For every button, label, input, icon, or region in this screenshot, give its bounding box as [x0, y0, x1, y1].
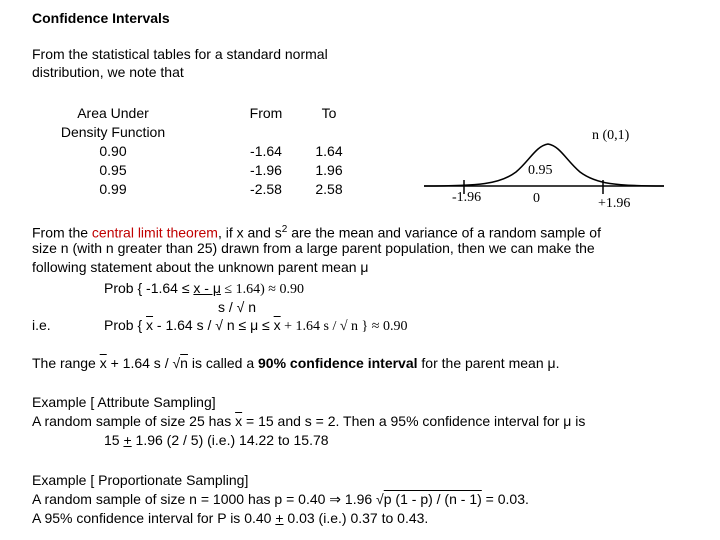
header-to: To — [321, 105, 337, 121]
example-2-heading: Example [ Proportionate Sampling] — [32, 472, 249, 488]
prob-statement-1: Prob { -1.64 ≤ x - μ ≤ 1.64) ≈ 0.90 — [104, 280, 304, 297]
clt-line-1: From the central limit theorem, if x and $s^2$ are the mean and variance of a random sample of — [32, 224, 601, 241]
fraction-denominator: s / √ n — [218, 299, 257, 315]
example-1-line-2: A random sample of size 25 has $\overline{x} = 15$ and s = 2. Then a 95% confidence interval for μ is — [32, 413, 586, 429]
column-to — [306, 104, 352, 199]
clt-line-3: following statement about the unknown parent mean μ — [32, 259, 369, 275]
header-area-under: Area Under — [77, 105, 149, 121]
example-2-line-3: A 95% confidence interval for P is 0.40 + 0.03 (i.e.) 0.37 to 0.43. — [32, 510, 429, 526]
column-area — [48, 104, 178, 199]
column-from — [238, 104, 294, 199]
clt-line-2: size n (with n greater than 25) drawn from a large parent population, then we can make the — [32, 240, 595, 256]
clt-link: central limit theorem — [91, 224, 218, 241]
cell-area: 0.90 — [99, 143, 127, 159]
cell-to: 1.96 — [315, 162, 343, 178]
ie-label: i.e. — [32, 317, 51, 333]
cell-area: 0.99 — [99, 181, 127, 197]
label-area: 0.95 — [528, 163, 553, 178]
fraction-numerator: x - μ — [193, 280, 221, 296]
label-distribution: n (0,1) — [592, 128, 630, 143]
prob-statement-2: Prob { $\overline{x} - 1.64$ s / √ $n \le \mu \le \overline{x} + 1.64$ s / √ n } ≈ 0.90 — [104, 317, 408, 334]
example-2-line-2: A random sample of size n = 1000 has p = 0.40 ⇒ 1.96 √p (1 - p) / (n - 1) = 0.03. — [32, 491, 529, 507]
intro-line-1: From the statistical tables for a standard normal — [32, 46, 328, 62]
cell-from: -1.96 — [250, 162, 282, 178]
cell-area: 0.95 — [99, 162, 127, 178]
label-right-bound: +1.96 — [598, 196, 631, 211]
page-title: Confidence Intervals — [32, 10, 170, 26]
cell-to: 2.58 — [315, 181, 343, 197]
label-left-bound: -1.96 — [452, 190, 482, 205]
header-from: From — [249, 105, 283, 121]
header-density-function: Density Function — [60, 124, 166, 140]
example-1-line-3: 15 + 1.96 (2 / 5) (i.e.) 14.22 to 15.78 — [104, 432, 329, 448]
example-1-heading: Example [ Attribute Sampling] — [32, 394, 216, 410]
ci-90-term: 90% confidence interval — [258, 355, 418, 371]
intro-line-2: distribution, we note that — [32, 64, 184, 80]
cell-from: -1.64 — [250, 143, 282, 159]
cell-to: 1.64 — [315, 143, 343, 159]
label-center: 0 — [533, 191, 540, 206]
range-statement: The range $\overline{x} + 1.64$ s / √n is called a 90% confidence interval for the parent mean μ. — [32, 355, 560, 371]
cell-from: -2.58 — [250, 181, 282, 197]
